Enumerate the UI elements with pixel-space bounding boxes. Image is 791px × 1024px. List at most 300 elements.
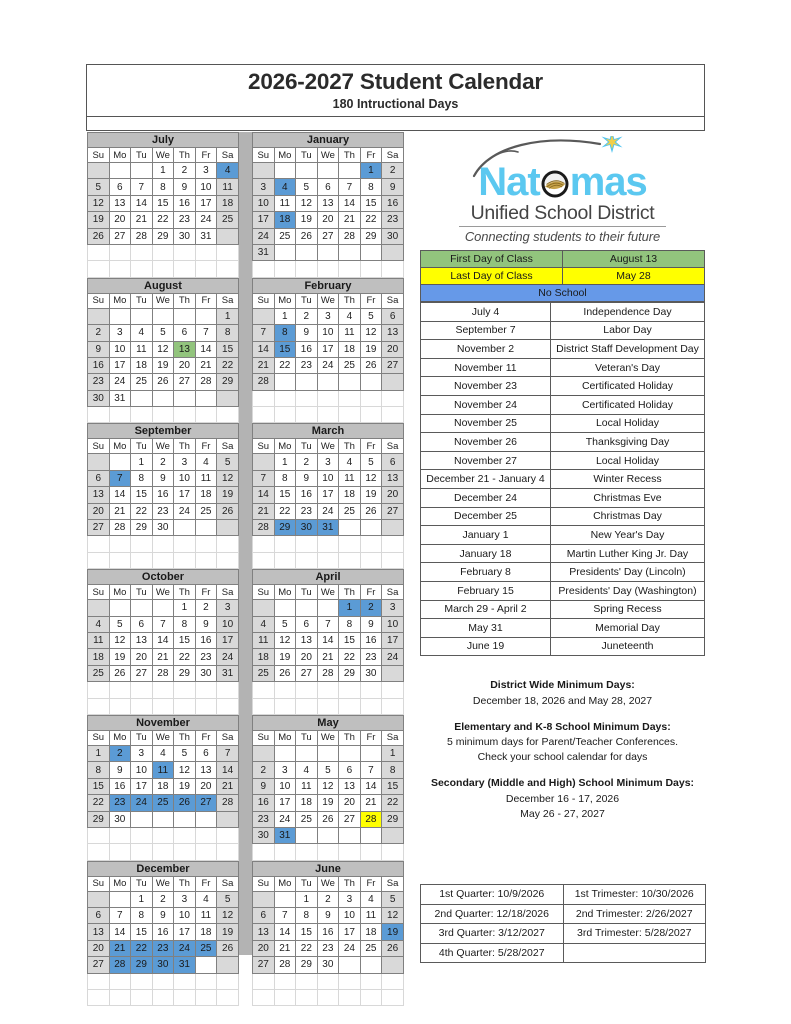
day-cell-january-22[interactable]: 22 [360,212,382,228]
day-cell-may-27[interactable]: 27 [339,811,361,827]
day-cell-april-29[interactable]: 29 [339,665,361,681]
day-cell-february-13[interactable]: 13 [382,325,404,341]
day-cell-december-20[interactable]: 20 [88,940,110,956]
day-cell-september-10[interactable]: 10 [174,470,196,486]
day-cell-july-4[interactable]: 4 [217,163,239,179]
day-cell-march-30[interactable]: 30 [296,520,318,536]
day-cell-january-14[interactable]: 14 [339,195,361,211]
day-cell-september-4[interactable]: 4 [195,454,217,470]
day-cell-april-3[interactable]: 3 [382,600,404,616]
day-cell-september-12[interactable]: 12 [217,470,239,486]
day-cell-october-2[interactable]: 2 [195,600,217,616]
day-cell-july-16[interactable]: 16 [174,195,196,211]
day-cell-january-12[interactable]: 12 [296,195,318,211]
day-cell-november-1[interactable]: 1 [88,745,110,761]
day-cell-july-26[interactable]: 26 [88,228,110,244]
day-cell-october-20[interactable]: 20 [131,649,153,665]
day-cell-february-4[interactable]: 4 [339,308,361,324]
day-cell-august-9[interactable]: 9 [88,341,110,357]
day-cell-july-27[interactable]: 27 [109,228,131,244]
day-cell-july-29[interactable]: 29 [152,228,174,244]
day-cell-april-17[interactable]: 17 [382,632,404,648]
day-cell-november-20[interactable]: 20 [195,778,217,794]
day-cell-november-8[interactable]: 8 [88,762,110,778]
day-cell-september-9[interactable]: 9 [152,470,174,486]
day-cell-march-18[interactable]: 18 [339,487,361,503]
day-cell-february-17[interactable]: 17 [317,341,339,357]
day-cell-july-23[interactable]: 23 [174,212,196,228]
day-cell-december-28[interactable]: 28 [109,957,131,973]
day-cell-december-22[interactable]: 22 [131,940,153,956]
day-cell-june-23[interactable]: 23 [317,940,339,956]
day-cell-february-18[interactable]: 18 [339,341,361,357]
day-cell-march-22[interactable]: 22 [274,503,296,519]
day-cell-october-22[interactable]: 22 [174,649,196,665]
day-cell-december-15[interactable]: 15 [131,924,153,940]
day-cell-august-27[interactable]: 27 [174,374,196,390]
day-cell-february-1[interactable]: 1 [274,308,296,324]
day-cell-march-8[interactable]: 8 [274,470,296,486]
day-cell-june-11[interactable]: 11 [360,908,382,924]
day-cell-february-27[interactable]: 27 [382,357,404,373]
day-cell-february-3[interactable]: 3 [317,308,339,324]
day-cell-september-29[interactable]: 29 [131,520,153,536]
day-cell-march-9[interactable]: 9 [296,470,318,486]
day-cell-april-4[interactable]: 4 [253,616,275,632]
day-cell-june-9[interactable]: 9 [317,908,339,924]
day-cell-august-15[interactable]: 15 [217,341,239,357]
day-cell-november-22[interactable]: 22 [88,795,110,811]
day-cell-june-4[interactable]: 4 [360,891,382,907]
day-cell-november-10[interactable]: 10 [131,762,153,778]
day-cell-may-20[interactable]: 20 [339,795,361,811]
day-cell-september-7[interactable]: 7 [109,470,131,486]
day-cell-july-22[interactable]: 22 [152,212,174,228]
day-cell-may-29[interactable]: 29 [382,811,404,827]
day-cell-february-11[interactable]: 11 [339,325,361,341]
day-cell-march-13[interactable]: 13 [382,470,404,486]
day-cell-august-5[interactable]: 5 [152,325,174,341]
day-cell-october-30[interactable]: 30 [195,665,217,681]
day-cell-november-12[interactable]: 12 [174,762,196,778]
day-cell-february-14[interactable]: 14 [253,341,275,357]
day-cell-april-24[interactable]: 24 [382,649,404,665]
day-cell-january-31[interactable]: 31 [253,244,275,260]
day-cell-august-7[interactable]: 7 [195,325,217,341]
day-cell-january-23[interactable]: 23 [382,212,404,228]
day-cell-june-3[interactable]: 3 [339,891,361,907]
day-cell-may-8[interactable]: 8 [382,762,404,778]
day-cell-june-16[interactable]: 16 [317,924,339,940]
day-cell-april-30[interactable]: 30 [360,665,382,681]
day-cell-november-21[interactable]: 21 [217,778,239,794]
day-cell-november-24[interactable]: 24 [131,795,153,811]
day-cell-may-18[interactable]: 18 [296,795,318,811]
day-cell-march-1[interactable]: 1 [274,454,296,470]
day-cell-december-10[interactable]: 10 [174,908,196,924]
day-cell-january-21[interactable]: 21 [339,212,361,228]
day-cell-july-11[interactable]: 11 [217,179,239,195]
day-cell-march-24[interactable]: 24 [317,503,339,519]
day-cell-september-22[interactable]: 22 [131,503,153,519]
day-cell-may-10[interactable]: 10 [274,778,296,794]
day-cell-april-14[interactable]: 14 [317,632,339,648]
day-cell-october-12[interactable]: 12 [109,632,131,648]
day-cell-may-23[interactable]: 23 [253,811,275,827]
day-cell-march-14[interactable]: 14 [253,487,275,503]
day-cell-july-7[interactable]: 7 [131,179,153,195]
day-cell-january-27[interactable]: 27 [317,228,339,244]
day-cell-september-14[interactable]: 14 [109,487,131,503]
day-cell-november-28[interactable]: 28 [217,795,239,811]
day-cell-may-9[interactable]: 9 [253,778,275,794]
day-cell-april-15[interactable]: 15 [339,632,361,648]
day-cell-june-5[interactable]: 5 [382,891,404,907]
day-cell-january-8[interactable]: 8 [360,179,382,195]
day-cell-december-1[interactable]: 1 [131,891,153,907]
day-cell-march-5[interactable]: 5 [360,454,382,470]
day-cell-january-30[interactable]: 30 [382,228,404,244]
day-cell-december-18[interactable]: 18 [195,924,217,940]
day-cell-june-24[interactable]: 24 [339,940,361,956]
day-cell-january-25[interactable]: 25 [274,228,296,244]
day-cell-june-17[interactable]: 17 [339,924,361,940]
day-cell-september-8[interactable]: 8 [131,470,153,486]
day-cell-august-24[interactable]: 24 [109,374,131,390]
day-cell-december-25[interactable]: 25 [195,940,217,956]
day-cell-june-13[interactable]: 13 [253,924,275,940]
day-cell-january-24[interactable]: 24 [253,228,275,244]
day-cell-february-8[interactable]: 8 [274,325,296,341]
day-cell-july-28[interactable]: 28 [131,228,153,244]
day-cell-september-6[interactable]: 6 [88,470,110,486]
day-cell-november-13[interactable]: 13 [195,762,217,778]
day-cell-august-28[interactable]: 28 [195,374,217,390]
day-cell-january-17[interactable]: 17 [253,212,275,228]
day-cell-july-17[interactable]: 17 [195,195,217,211]
day-cell-december-24[interactable]: 24 [174,940,196,956]
day-cell-august-20[interactable]: 20 [174,357,196,373]
day-cell-january-26[interactable]: 26 [296,228,318,244]
day-cell-september-1[interactable]: 1 [131,454,153,470]
day-cell-january-3[interactable]: 3 [253,179,275,195]
day-cell-january-16[interactable]: 16 [382,195,404,211]
day-cell-october-26[interactable]: 26 [109,665,131,681]
day-cell-december-4[interactable]: 4 [195,891,217,907]
day-cell-december-11[interactable]: 11 [195,908,217,924]
day-cell-march-17[interactable]: 17 [317,487,339,503]
day-cell-august-17[interactable]: 17 [109,357,131,373]
day-cell-july-8[interactable]: 8 [152,179,174,195]
day-cell-july-24[interactable]: 24 [195,212,217,228]
day-cell-july-20[interactable]: 20 [109,212,131,228]
day-cell-april-12[interactable]: 12 [274,632,296,648]
day-cell-march-12[interactable]: 12 [360,470,382,486]
day-cell-july-1[interactable]: 1 [152,163,174,179]
day-cell-march-16[interactable]: 16 [296,487,318,503]
day-cell-december-29[interactable]: 29 [131,957,153,973]
day-cell-december-8[interactable]: 8 [131,908,153,924]
day-cell-may-13[interactable]: 13 [339,778,361,794]
day-cell-december-3[interactable]: 3 [174,891,196,907]
day-cell-may-21[interactable]: 21 [360,795,382,811]
day-cell-february-22[interactable]: 22 [274,357,296,373]
day-cell-june-19[interactable]: 19 [382,924,404,940]
day-cell-september-28[interactable]: 28 [109,520,131,536]
day-cell-april-18[interactable]: 18 [253,649,275,665]
day-cell-july-14[interactable]: 14 [131,195,153,211]
day-cell-june-12[interactable]: 12 [382,908,404,924]
day-cell-june-7[interactable]: 7 [274,908,296,924]
day-cell-september-26[interactable]: 26 [217,503,239,519]
day-cell-may-15[interactable]: 15 [382,778,404,794]
day-cell-september-27[interactable]: 27 [88,520,110,536]
day-cell-june-18[interactable]: 18 [360,924,382,940]
day-cell-december-7[interactable]: 7 [109,908,131,924]
day-cell-january-9[interactable]: 9 [382,179,404,195]
day-cell-february-7[interactable]: 7 [253,325,275,341]
day-cell-february-9[interactable]: 9 [296,325,318,341]
day-cell-december-14[interactable]: 14 [109,924,131,940]
day-cell-march-11[interactable]: 11 [339,470,361,486]
day-cell-may-24[interactable]: 24 [274,811,296,827]
day-cell-november-17[interactable]: 17 [131,778,153,794]
day-cell-august-8[interactable]: 8 [217,325,239,341]
day-cell-april-5[interactable]: 5 [274,616,296,632]
day-cell-october-27[interactable]: 27 [131,665,153,681]
day-cell-october-7[interactable]: 7 [152,616,174,632]
day-cell-october-16[interactable]: 16 [195,632,217,648]
day-cell-may-4[interactable]: 4 [296,762,318,778]
day-cell-august-18[interactable]: 18 [131,357,153,373]
day-cell-january-13[interactable]: 13 [317,195,339,211]
day-cell-march-29[interactable]: 29 [274,520,296,536]
day-cell-march-26[interactable]: 26 [360,503,382,519]
day-cell-february-6[interactable]: 6 [382,308,404,324]
day-cell-december-27[interactable]: 27 [88,957,110,973]
day-cell-october-8[interactable]: 8 [174,616,196,632]
day-cell-september-2[interactable]: 2 [152,454,174,470]
day-cell-august-23[interactable]: 23 [88,374,110,390]
day-cell-march-2[interactable]: 2 [296,454,318,470]
day-cell-march-3[interactable]: 3 [317,454,339,470]
day-cell-october-5[interactable]: 5 [109,616,131,632]
day-cell-september-30[interactable]: 30 [152,520,174,536]
day-cell-january-20[interactable]: 20 [317,212,339,228]
day-cell-december-12[interactable]: 12 [217,908,239,924]
day-cell-july-15[interactable]: 15 [152,195,174,211]
day-cell-february-16[interactable]: 16 [296,341,318,357]
day-cell-october-6[interactable]: 6 [131,616,153,632]
day-cell-september-20[interactable]: 20 [88,503,110,519]
day-cell-january-4[interactable]: 4 [274,179,296,195]
day-cell-november-2[interactable]: 2 [109,745,131,761]
day-cell-october-31[interactable]: 31 [217,665,239,681]
day-cell-november-5[interactable]: 5 [174,745,196,761]
day-cell-february-25[interactable]: 25 [339,357,361,373]
day-cell-august-14[interactable]: 14 [195,341,217,357]
day-cell-september-3[interactable]: 3 [174,454,196,470]
day-cell-may-19[interactable]: 19 [317,795,339,811]
day-cell-july-31[interactable]: 31 [195,228,217,244]
day-cell-february-21[interactable]: 21 [253,357,275,373]
day-cell-july-6[interactable]: 6 [109,179,131,195]
day-cell-february-28[interactable]: 28 [253,374,275,390]
day-cell-june-28[interactable]: 28 [274,957,296,973]
day-cell-august-30[interactable]: 30 [88,390,110,406]
day-cell-january-7[interactable]: 7 [339,179,361,195]
day-cell-june-27[interactable]: 27 [253,957,275,973]
day-cell-november-26[interactable]: 26 [174,795,196,811]
day-cell-april-26[interactable]: 26 [274,665,296,681]
day-cell-july-30[interactable]: 30 [174,228,196,244]
day-cell-november-3[interactable]: 3 [131,745,153,761]
day-cell-november-25[interactable]: 25 [152,795,174,811]
day-cell-june-22[interactable]: 22 [296,940,318,956]
day-cell-october-14[interactable]: 14 [152,632,174,648]
day-cell-may-31[interactable]: 31 [274,827,296,843]
day-cell-november-4[interactable]: 4 [152,745,174,761]
day-cell-october-28[interactable]: 28 [152,665,174,681]
day-cell-september-24[interactable]: 24 [174,503,196,519]
day-cell-january-11[interactable]: 11 [274,195,296,211]
day-cell-december-17[interactable]: 17 [174,924,196,940]
day-cell-august-16[interactable]: 16 [88,357,110,373]
day-cell-january-5[interactable]: 5 [296,179,318,195]
day-cell-march-15[interactable]: 15 [274,487,296,503]
day-cell-may-11[interactable]: 11 [296,778,318,794]
day-cell-january-2[interactable]: 2 [382,163,404,179]
day-cell-july-5[interactable]: 5 [88,179,110,195]
day-cell-july-2[interactable]: 2 [174,163,196,179]
day-cell-october-11[interactable]: 11 [88,632,110,648]
day-cell-january-15[interactable]: 15 [360,195,382,211]
day-cell-august-13[interactable]: 13 [174,341,196,357]
day-cell-may-22[interactable]: 22 [382,795,404,811]
day-cell-june-29[interactable]: 29 [296,957,318,973]
day-cell-june-25[interactable]: 25 [360,940,382,956]
day-cell-november-9[interactable]: 9 [109,762,131,778]
day-cell-march-21[interactable]: 21 [253,503,275,519]
day-cell-april-8[interactable]: 8 [339,616,361,632]
day-cell-august-11[interactable]: 11 [131,341,153,357]
day-cell-may-26[interactable]: 26 [317,811,339,827]
day-cell-june-8[interactable]: 8 [296,908,318,924]
day-cell-june-2[interactable]: 2 [317,891,339,907]
day-cell-october-18[interactable]: 18 [88,649,110,665]
day-cell-september-13[interactable]: 13 [88,487,110,503]
day-cell-march-31[interactable]: 31 [317,520,339,536]
day-cell-june-21[interactable]: 21 [274,940,296,956]
day-cell-march-25[interactable]: 25 [339,503,361,519]
day-cell-june-14[interactable]: 14 [274,924,296,940]
day-cell-march-20[interactable]: 20 [382,487,404,503]
day-cell-october-19[interactable]: 19 [109,649,131,665]
day-cell-november-23[interactable]: 23 [109,795,131,811]
day-cell-november-11[interactable]: 11 [152,762,174,778]
day-cell-february-24[interactable]: 24 [317,357,339,373]
day-cell-july-10[interactable]: 10 [195,179,217,195]
day-cell-october-17[interactable]: 17 [217,632,239,648]
day-cell-december-26[interactable]: 26 [217,940,239,956]
day-cell-november-30[interactable]: 30 [109,811,131,827]
day-cell-september-21[interactable]: 21 [109,503,131,519]
day-cell-april-20[interactable]: 20 [296,649,318,665]
day-cell-august-26[interactable]: 26 [152,374,174,390]
day-cell-october-10[interactable]: 10 [217,616,239,632]
day-cell-january-6[interactable]: 6 [317,179,339,195]
day-cell-april-19[interactable]: 19 [274,649,296,665]
day-cell-november-19[interactable]: 19 [174,778,196,794]
day-cell-july-9[interactable]: 9 [174,179,196,195]
day-cell-june-10[interactable]: 10 [339,908,361,924]
day-cell-january-28[interactable]: 28 [339,228,361,244]
day-cell-april-16[interactable]: 16 [360,632,382,648]
day-cell-august-22[interactable]: 22 [217,357,239,373]
day-cell-october-21[interactable]: 21 [152,649,174,665]
day-cell-february-15[interactable]: 15 [274,341,296,357]
day-cell-december-23[interactable]: 23 [152,940,174,956]
day-cell-july-19[interactable]: 19 [88,212,110,228]
day-cell-july-3[interactable]: 3 [195,163,217,179]
day-cell-november-16[interactable]: 16 [109,778,131,794]
day-cell-november-15[interactable]: 15 [88,778,110,794]
day-cell-may-2[interactable]: 2 [253,762,275,778]
day-cell-december-31[interactable]: 31 [174,957,196,973]
day-cell-october-13[interactable]: 13 [131,632,153,648]
day-cell-september-19[interactable]: 19 [217,487,239,503]
day-cell-december-21[interactable]: 21 [109,940,131,956]
day-cell-august-1[interactable]: 1 [217,308,239,324]
day-cell-june-20[interactable]: 20 [253,940,275,956]
day-cell-may-3[interactable]: 3 [274,762,296,778]
day-cell-may-30[interactable]: 30 [253,827,275,843]
day-cell-april-13[interactable]: 13 [296,632,318,648]
day-cell-december-13[interactable]: 13 [88,924,110,940]
day-cell-november-29[interactable]: 29 [88,811,110,827]
day-cell-february-20[interactable]: 20 [382,341,404,357]
day-cell-october-3[interactable]: 3 [217,600,239,616]
day-cell-december-9[interactable]: 9 [152,908,174,924]
day-cell-september-17[interactable]: 17 [174,487,196,503]
day-cell-april-25[interactable]: 25 [253,665,275,681]
day-cell-april-1[interactable]: 1 [339,600,361,616]
day-cell-february-10[interactable]: 10 [317,325,339,341]
day-cell-october-29[interactable]: 29 [174,665,196,681]
day-cell-june-1[interactable]: 1 [296,891,318,907]
day-cell-august-19[interactable]: 19 [152,357,174,373]
day-cell-february-23[interactable]: 23 [296,357,318,373]
day-cell-august-12[interactable]: 12 [152,341,174,357]
day-cell-february-26[interactable]: 26 [360,357,382,373]
day-cell-may-5[interactable]: 5 [317,762,339,778]
day-cell-august-31[interactable]: 31 [109,390,131,406]
day-cell-march-28[interactable]: 28 [253,520,275,536]
day-cell-june-30[interactable]: 30 [317,957,339,973]
day-cell-may-6[interactable]: 6 [339,762,361,778]
day-cell-june-6[interactable]: 6 [253,908,275,924]
day-cell-december-30[interactable]: 30 [152,957,174,973]
day-cell-august-6[interactable]: 6 [174,325,196,341]
day-cell-october-4[interactable]: 4 [88,616,110,632]
day-cell-september-18[interactable]: 18 [195,487,217,503]
day-cell-november-14[interactable]: 14 [217,762,239,778]
day-cell-march-6[interactable]: 6 [382,454,404,470]
day-cell-september-15[interactable]: 15 [131,487,153,503]
day-cell-november-7[interactable]: 7 [217,745,239,761]
day-cell-may-1[interactable]: 1 [382,745,404,761]
day-cell-august-25[interactable]: 25 [131,374,153,390]
